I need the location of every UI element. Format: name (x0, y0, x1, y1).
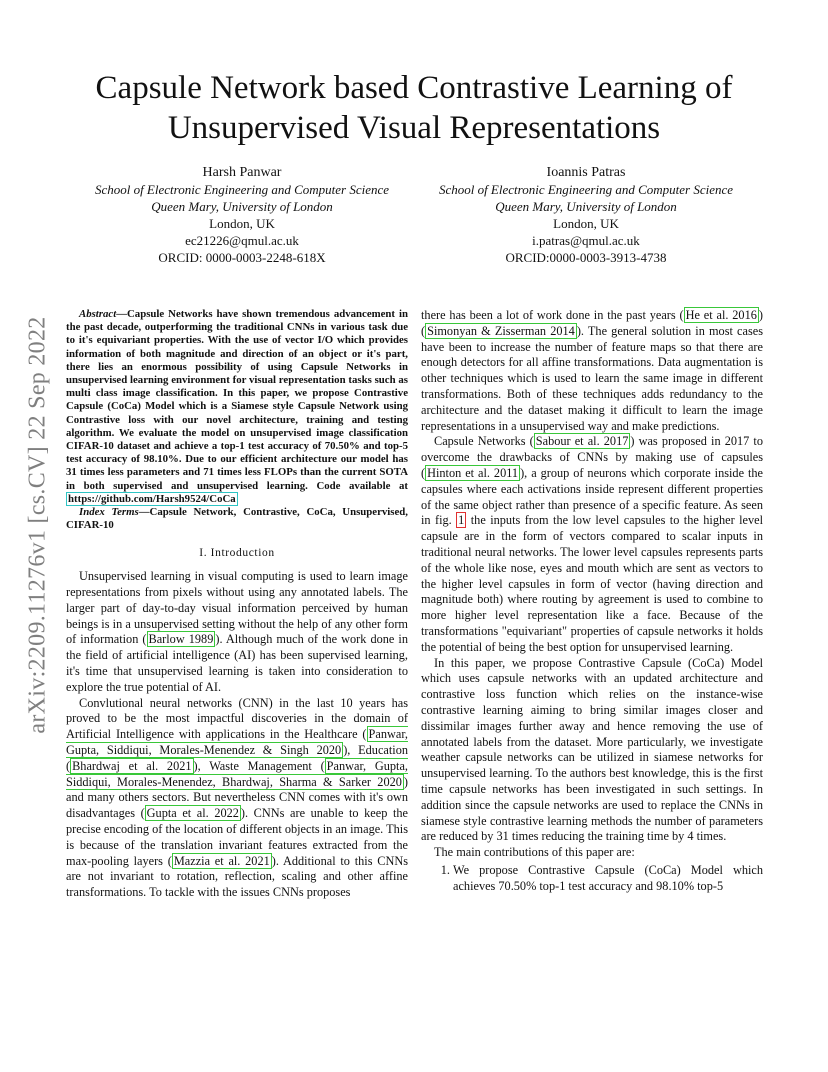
citation-link[interactable]: Barlow 1989 (148, 632, 214, 647)
author-university: Queen Mary, University of London (151, 199, 333, 214)
text-span: ). The general solution in most cases have been to increase the number of feature maps so that there are enough detectors for all affine transformations. Data augmentation is other techniques which is used to learn the same image in different transformations. Both of these techniques adds redundancy to the architecture and the dataset making it difficult to learn the image representations in a unsupervised way and make predictions. (421, 323, 763, 433)
index-terms-label: Index Terms (79, 506, 139, 519)
text-span: ) ( (421, 308, 763, 338)
citation-link[interactable]: He et al. 2016 (685, 308, 757, 322)
citation-link[interactable]: Sabour et al. 2017 (535, 434, 629, 449)
author-email: ec21226@qmul.ac.uk (185, 233, 299, 248)
citation-link[interactable]: Simonyan & Zisserman 2014 (427, 323, 575, 338)
text-span: ). CNNs are unable to keep the precise encoding of the location of different objects in an image. This is because of the translation invariant features extracted from the max-pooling layers ( (66, 806, 408, 868)
citation-link[interactable]: Panwar, Gupta, Siddiqui, Morales-Menendez & Singh 2020 (66, 727, 408, 758)
arxiv-stamp (20, 290, 56, 760)
text-span: there has been a lot of work done in the past years ( (421, 308, 684, 322)
author-email: i.patras@qmul.ac.uk (532, 233, 640, 248)
author-university: Queen Mary, University of London (495, 199, 677, 214)
author-affiliation: School of Electronic Engineering and Computer Science (94, 182, 390, 197)
author-block-2 (416, 164, 756, 266)
citation-link[interactable]: Gupta et al. 2022 (146, 806, 239, 821)
paper-title: Capsule Network based Contrastive Learning of Unsupervised Visual Representations (95, 70, 733, 146)
figure-link[interactable]: 1 (458, 513, 465, 528)
index-terms: Index Terms—Capsule Network, Contrastive, CoCa, Unsupervised, CIFAR-10 (66, 506, 408, 532)
intro-paragraph-6: The main contributions of this paper are: (434, 845, 635, 860)
author-name: Ioannis Patras (546, 165, 626, 180)
text-span: ) and many others sectors. But nevertheless CNN comes with it's own disadvantages ( (66, 774, 408, 821)
intro-paragraph-3 (421, 308, 763, 434)
arxiv-stamp-text: arXiv:2209.11276v1 [cs.CV] 22 Sep 2022 (24, 316, 51, 734)
citation-link[interactable]: Panwar, Gupta, Siddiqui, Morales-Menendez, Bhardwaj, Sharma & Sarker 2020 (66, 758, 408, 789)
abstract-label: Abstract (79, 308, 117, 320)
intro-paragraph-5: In this paper, we propose Contrastive Capsule (CoCa) Model which uses capsule networks with an updated architecture and contrastive loss function which relies on the instance-wise contrastive learning aiming to bring similar images closer and dissimilar images further away and hence removing the use of annotated labels from the dataset. More particularly, we investigate weather capsule networks can be utilized in siamese networks for unsupervised learning. To the authors best knowledge, this is the first time capsule networks has been investigated in such settings. In addition since the capsule networks are used to replace the CNNs in siamese style contrastive learning methods the number of parameters are reduced by 31 times reducing the training time by 4 times. (421, 655, 763, 844)
text-span: ), a group of neurons which corporate inside the capsules where each activations inside represent different properties of the same object rather than presence of a specific feature. As seen in fig. (421, 465, 764, 528)
left-column (66, 308, 408, 901)
abstract-text: Capsule Networks have shown tremendous advancement in the past decade, outperforming the traditional CNNs in various task due to it's equivariant properties. With the use of vector I/O which provides information of both magnitude and direction of an object or it's part, there lies an enormous possibility of using Capsule Networks in unsupervised learning environment for visual representation tasks such as multi class image classification. In this paper, we propose Contrastive Capsule (CoCa) Model which is a Siamese style Capsule Network using Contrastive loss with our novel architecture, training and testing algorithm. We evaluate the model on unsupervised image classification CIFAR-10 dataset and achieve a top-1 test accuracy of 70.50% and top-5 test accuracy of 98.10%. Due to our efficient architecture our model has 31 times less parameters and 71 times less FLOPs than the current SOTA in both supervised and unsupervised learning. Code available at (66, 308, 408, 492)
index-terms-text: Capsule Network, Contrastive, CoCa, Unsupervised, CIFAR-10 (66, 506, 408, 532)
right-column (421, 308, 763, 894)
author-name: Harsh Panwar (202, 165, 282, 180)
author-location: London, UK (553, 216, 619, 231)
intro-paragraph-1 (66, 569, 408, 695)
intro-paragraph-4 (421, 434, 763, 655)
citation-link[interactable]: Hinton et al. 2011 (427, 465, 519, 480)
author-location: London, UK (209, 216, 275, 231)
contributions-list (421, 863, 763, 895)
text-span: Capsule Networks ( (434, 434, 534, 449)
abstract: Abstract—Capsule Networks have shown tremendous advancement in the past decade, outperforming the traditional CNNs in various task due to it's equivariant properties. With the use of vector I/O which provides information of both magnitude and direction of an object or it's part, there lies an enormous possibility of using Capsule Networks in unsupervised learning environment for visual representation tasks such as multi class image classification. In this paper, we propose Contrastive Capsule (CoCa) Model which is a Siamese style Capsule Network using Contrastive loss with our novel architecture, training and testing algorithm. We evaluate the model on unsupervised image classification CIFAR-10 dataset and achieve a top-1 test accuracy of 70.50% and top-5 test accuracy of 98.10%. Due to our efficient architecture our model has 31 times less parameters and 71 times less FLOPs than the current SOTA in both supervised and unsupervised learning. Code available at https://github.com/Harsh9524/CoCa (66, 308, 408, 505)
text-span: the inputs from the low level capsules to the higher level capsule are in the form of vectors compared to scalar inputs in traditional neural networks. The lower level capsules represents parts of the whole like nose, eyes and mouth which are sent as vectors to the higher level capsules in form of vector (having direction and magnitude both) where routing by agreement is used to combine to more higher level representation like a face. Because of the transformations "equivariant" properties of capsule networks it holds the potential of being the best option for unsupervised learning. (421, 513, 763, 654)
intro-paragraph-2 (66, 696, 408, 901)
list-item: 1. We propose Contrastive Capsule (CoCa) Model which achieves 70.50% top-1 test accuracy and 98.10% top-5 (453, 863, 763, 895)
text-span: ). Although much of the work done in the field of artificial intelligence (AI) has been supervised learning, it's time that unsupervised learning is taken into consideration to explore the true potential of AI. (66, 632, 408, 694)
author-affiliation: School of Electronic Engineering and Computer Science (438, 182, 734, 197)
citation-link[interactable]: Bhardwaj et al. 2021 (72, 758, 192, 773)
code-link[interactable]: https://github.com/Harsh9524/CoCa (68, 492, 236, 505)
citation-link[interactable]: Mazzia et al. 2021 (173, 853, 270, 868)
text-span: Convlutional neural networks (CNN) in the last 10 years has proved to be the most impactful discoveries in the domain of Artificial Intelligence with applications in the Healthcare ( (66, 695, 408, 742)
text-span: ), Education ( (66, 743, 408, 773)
text-span: ). Additional to this CNNs are not invariant to rotation, reflection, scaling and other affine transformations. To tackle with the issues CNNs proposes (66, 853, 408, 900)
author-block-1 (72, 164, 412, 266)
section-heading: I. Introduction (199, 547, 275, 560)
text-span: Unsupervised learning in visual computing is used to learn image representations from pixels without using any annotated labels. The larger part of day-to-day visual information perceived by human beings is in a unsupervised setting without the help of any other form of information ( (66, 569, 408, 647)
author-orcid: ORCID: 0000-0003-2248-618X (158, 250, 326, 265)
author-orcid: ORCID:0000-0003-3913-4738 (505, 250, 667, 265)
text-span: ) was proposed in 2017 to overcome the drawbacks of CNNs by making use of capsules ( (421, 434, 763, 480)
text-span: ), Waste Management ( (193, 758, 325, 773)
